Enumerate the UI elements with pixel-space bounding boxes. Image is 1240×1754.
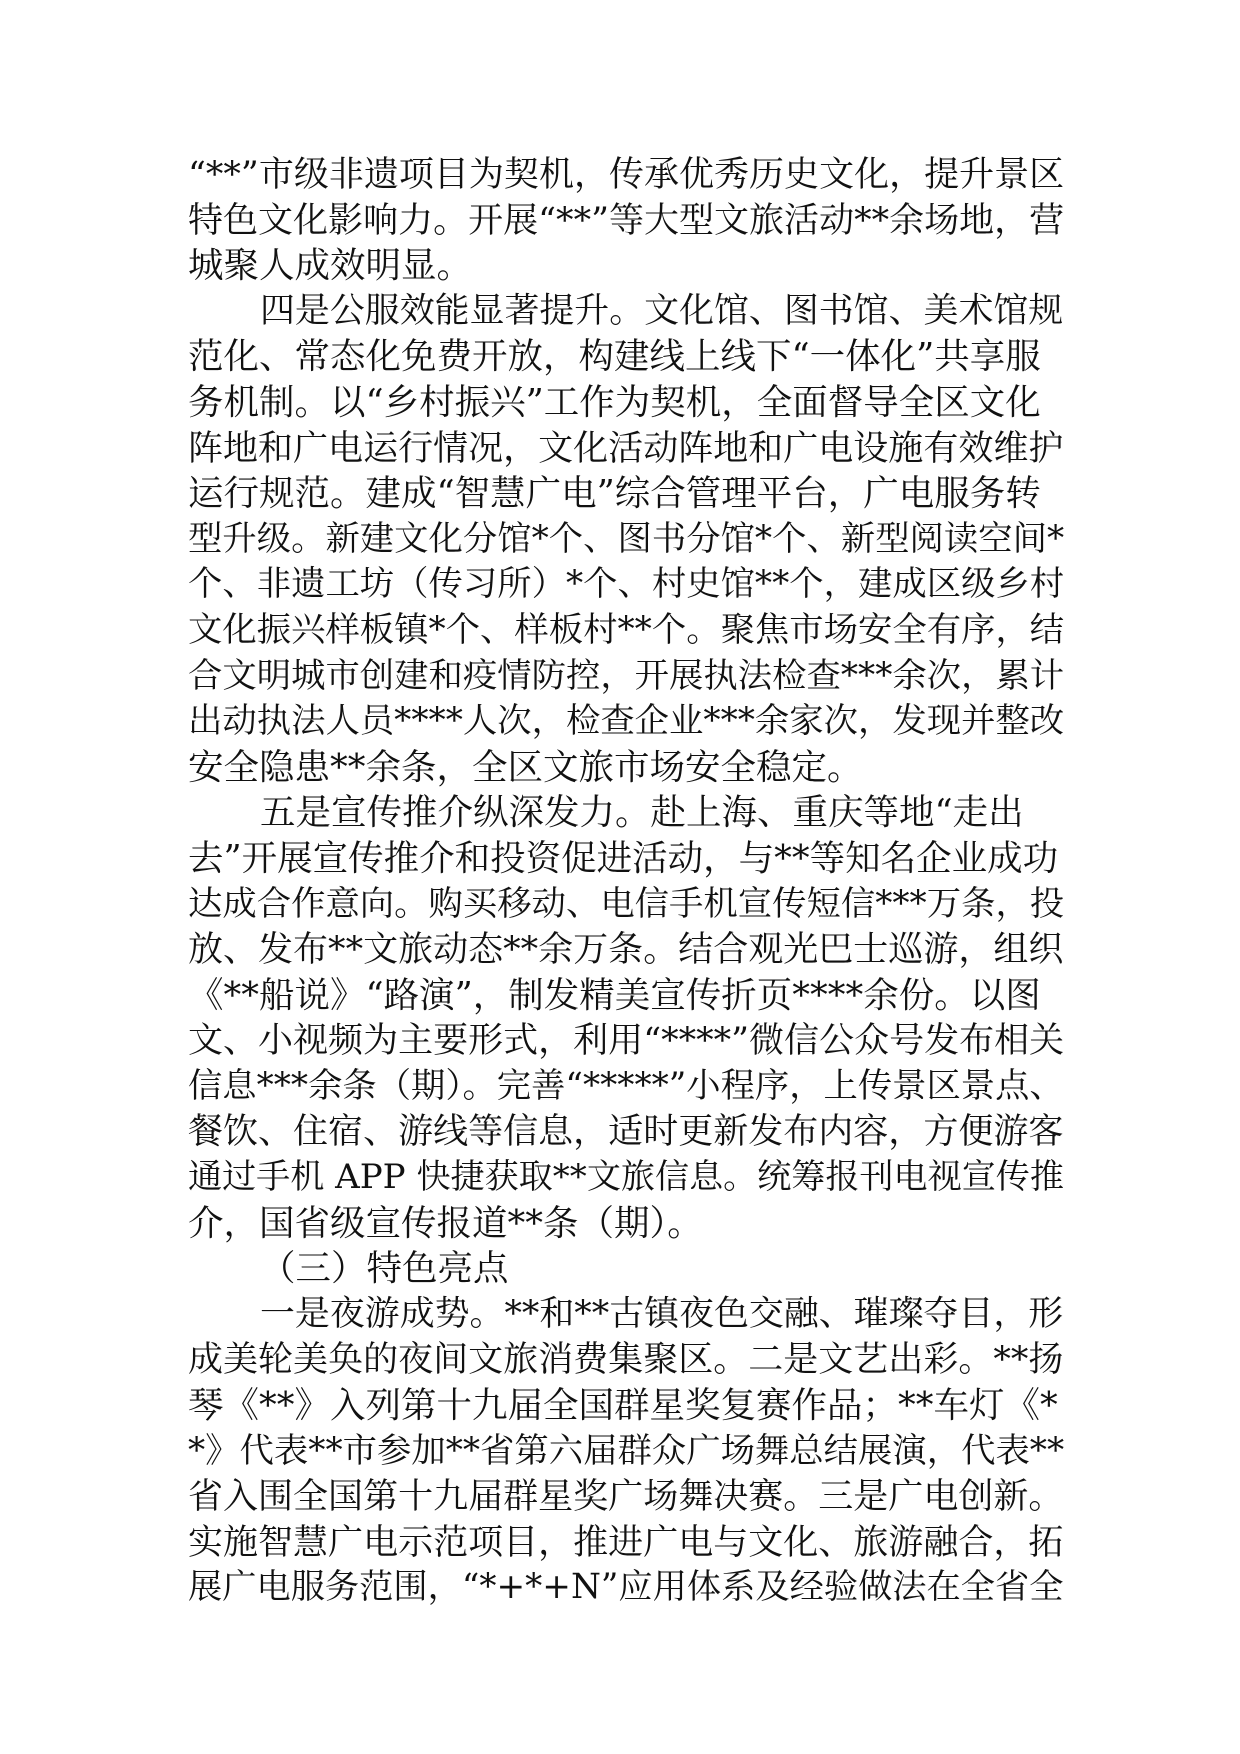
text-line: 《**船说》“路演”，制发精美宣传折页****余份。以图 [188,974,1041,1016]
text-line: 省入围全国第十九届群星奖广场舞决赛。三是广电创新。 [188,1476,1064,1518]
text-line: 放、发布**文旅动态**余万条。结合观光巴士巡游，组织 [188,929,1064,971]
text-line: *》代表**市参加**省第六届群众广场舞总结展演，代表** [188,1430,1065,1471]
text-line: 成美轮美奂的夜间文旅消费集聚区。二是文艺出彩。**扬 [188,1339,1064,1381]
text-line: 出动执法人员****人次，检查企业***余家次，发现并整改 [188,701,1065,742]
text-line: 四是公服效能显著提升。文化馆、图书馆、美术馆规 [260,290,1064,331]
text-line: 去”开展宣传推介和投资促进活动，与**等知名企业成功 [188,837,1059,879]
text-line: 实施智慧广电示范项目，推进广电与文化、旅游融合，拓 [188,1521,1064,1563]
text-line: 琴《**》入列第十九届全国群星奖复赛作品；**车灯《* [188,1385,1058,1427]
body-text [188,152,1064,1611]
text-line: （三）特色亮点 [260,1248,509,1290]
text-line: 一是夜游成势。**和**古镇夜色交融、璀璨夺目，形 [260,1293,1064,1334]
text-line: 安全隐患**余条，全区文旅市场安全稳定。 [188,746,863,788]
text-line: 阵地和广电运行情况，文化活动阵地和广电设施有效维护 [188,427,1064,469]
text-line: 介，国省级宣传报道**条（期）。 [188,1202,703,1244]
text-line: 城聚人成效明显。 [188,245,473,287]
text-line: 餐饮、住宿、游线等信息，适时更新发布内容，方便游客 [188,1111,1064,1153]
text-line: 范化、常态化免费开放，构建线上线下“一体化”共享服 [188,336,1041,378]
text-line: 五是宣传推介纵深发力。赴上海、重庆等地“走出 [260,792,1024,834]
text-line: 个、非遗工坊（传习所）*个、村史馆**个，建成区级乡村 [188,564,1065,605]
text-line: 信息***余条（期）。完善“*****”小程序，上传景区景点、 [188,1065,1064,1106]
text-line: 文化振兴样板镇*个、样板村**个。聚焦市场安全有序，结 [188,609,1065,650]
text-line: 达成合作意向。购买移动、电信手机宣传短信***万条，投 [188,883,1065,924]
text-line: 展广电服务范围，“*+*+N”应用体系及经验做法在全省全 [188,1567,1064,1608]
text-line: 通过手机 APP 快捷获取**文旅信息。统筹报刊电视宣传推 [188,1157,1064,1198]
text-line: 运行规范。建成“智慧广电”综合管理平台，广电服务转 [188,473,1041,515]
text-line: 务机制。以“乡村振兴”工作为契机，全面督导全区文化 [188,381,1041,423]
text-line: 文、小视频为主要形式，利用“****”微信公众号发布相关 [188,1020,1065,1062]
text-line: 型升级。新建文化分馆*个、图书分馆*个、新型阅读空间* [188,518,1065,559]
text-line: 合文明城市创建和疫情防控，开展执法检查***余次，累计 [188,655,1065,696]
text-line: 特色文化影响力。开展“**”等大型文旅活动**余场地，营 [188,199,1065,241]
text-line: “**”市级非遗项目为契机，传承优秀历史文化，提升景区 [188,154,1065,195]
